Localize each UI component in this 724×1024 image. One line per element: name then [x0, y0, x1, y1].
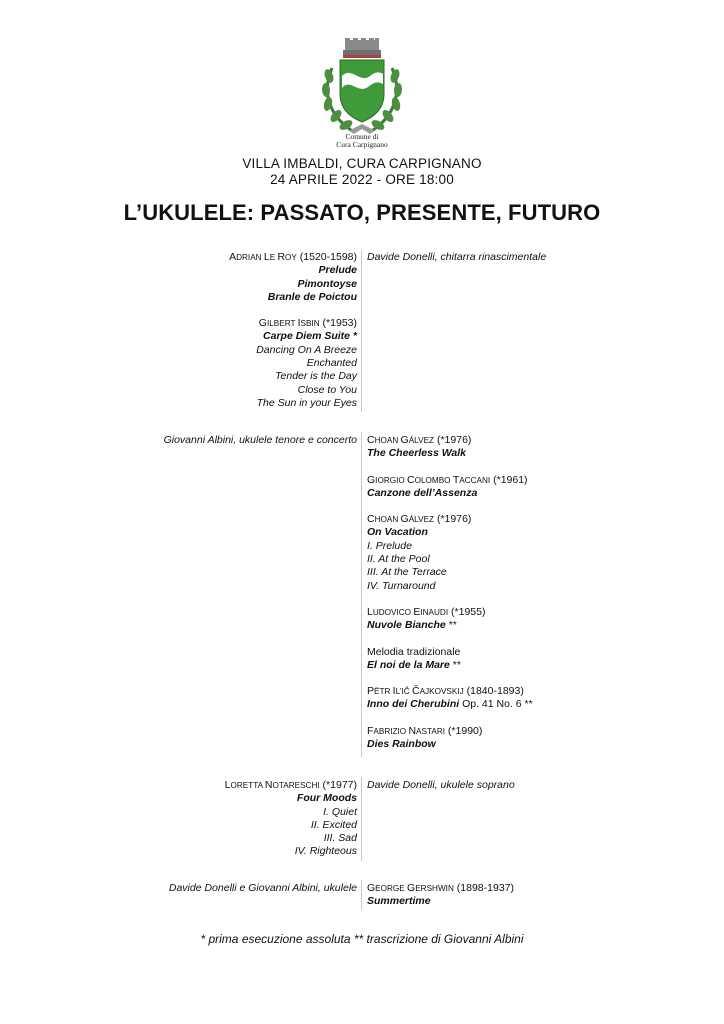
movement: III. Sad: [323, 832, 357, 845]
block3-program: [225, 779, 357, 859]
movement: Close to You: [297, 383, 357, 396]
work-line: El noi de la Mare **: [367, 658, 461, 671]
block4-program: [367, 882, 514, 909]
block2-program: [367, 434, 533, 751]
work-title: Nuvole Bianche: [367, 619, 446, 632]
column-divider-4: [361, 880, 362, 910]
composer-einaudi: LUDOVICO EINAUDI (*1955): [367, 605, 486, 618]
block4-performer: [169, 882, 357, 895]
comune-line-2: Cura Carpignano: [336, 140, 388, 149]
venue-block: [0, 156, 724, 188]
composer-galvez: CHOAN GÁLVEZ (*1976): [367, 513, 472, 526]
movement: Dancing On A Breeze: [256, 343, 357, 356]
footnote: * prima esecuzione assoluta ** trascrizione di Giovanni Albini: [200, 932, 524, 946]
work-title: Summertime: [367, 895, 431, 908]
composer-cajkovskij: PËTR IL’IČ ČAJKOVSKIJ (1840-1893): [367, 685, 524, 698]
work-title: Inno dei Cherubini: [367, 698, 460, 711]
work-line: Nuvole Bianche **: [367, 619, 457, 632]
movement: Tender is the Day: [275, 370, 357, 383]
work-title: The Cheerless Walk: [367, 447, 467, 460]
work-title: Prelude: [318, 264, 357, 277]
block2-performer: [164, 434, 357, 447]
composer-galvez: CHOAN GÁLVEZ (*1976): [367, 434, 472, 446]
composer-isbin: GILBERT ISBIN (*1953): [258, 317, 357, 330]
column-divider-1: [361, 250, 362, 412]
block1-performer: [367, 251, 546, 264]
work-title: Four Moods: [296, 792, 357, 805]
venue-name: VILLA IMBALDI, CURA CARPIGNANO: [242, 156, 482, 171]
performer: Davide Donelli, ukulele soprano: [367, 779, 515, 791]
movement: I. Quiet: [323, 805, 357, 818]
movement: IV. Turnaround: [367, 579, 436, 592]
column-divider-2: [361, 432, 362, 757]
comune-caption: [300, 133, 424, 149]
composer-le-roy: ADRIAN LE ROY (1520-1598): [229, 251, 357, 263]
movement: The Sun in your Eyes: [256, 396, 357, 409]
block1-program: [229, 251, 357, 410]
work-title: Pimontoyse: [297, 277, 357, 290]
event-datetime: 24 APRILE 2022 - ORE 18:00: [270, 172, 454, 187]
movement: Enchanted: [306, 357, 357, 370]
movement: IV. Righteous: [294, 845, 357, 858]
municipal-coat-of-arms-icon: [320, 36, 404, 140]
work-title: Dies Rainbow: [367, 738, 436, 751]
concert-title: L’UKULELE: PASSATO, PRESENTE, FUTURO: [123, 200, 601, 225]
performer: Giovanni Albini, ukulele tenore e concerto: [163, 434, 357, 446]
block3-performer: [367, 779, 515, 792]
work-title: Carpe Diem Suite *: [263, 330, 357, 343]
composer-gershwin: GEORGE GERSHWIN (1898-1937): [367, 882, 514, 894]
performer: Davide Donelli e Giovanni Albini, ukulele: [168, 882, 357, 894]
work-title: Branle de Poictou: [267, 290, 357, 303]
work-title: Canzone dell’Assenza: [367, 486, 478, 499]
movement: I. Prelude: [367, 539, 412, 552]
work-title: On Vacation: [367, 526, 428, 539]
movement: II. Excited: [310, 818, 357, 831]
composer-nastari: FABRIZIO NASTARI (*1990): [367, 724, 483, 737]
comune-line-1: Comune di: [345, 132, 379, 141]
composer-traditional: Melodia tradizionale: [367, 645, 461, 658]
column-divider-3: [361, 777, 362, 861]
movement: II. At the Pool: [367, 553, 430, 566]
work-line: Inno dei Cherubini Op. 41 No. 6 **: [367, 698, 533, 711]
work-title: El noi de la Mare: [367, 658, 450, 671]
composer-taccani: GIORGIO COLOMBO TACCANI (*1961): [367, 473, 528, 486]
performer: Davide Donelli, chitarra rinascimentale: [367, 251, 547, 263]
composer-notareschi: LORETTA NOTARESCHI (*1977): [224, 779, 357, 791]
movement: III. At the Terrace: [367, 566, 447, 579]
